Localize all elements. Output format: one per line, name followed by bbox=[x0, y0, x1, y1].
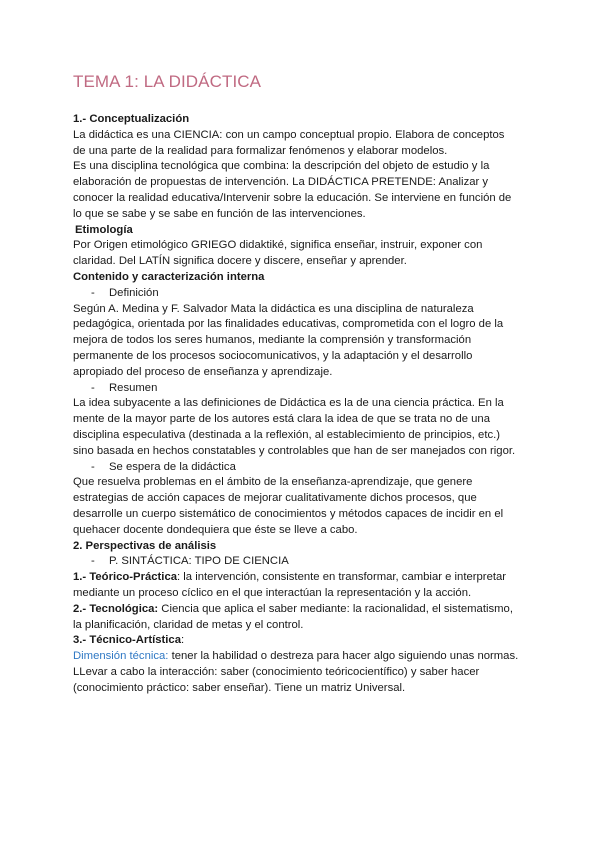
etimologia-text: Por Origen etimológico GRIEGO didaktiké, significa enseñar, instruir, exponer con claridad. Del LATÍN significa docere y discere, enseñar y aprender. bbox=[73, 239, 483, 268]
item-3-body bbox=[73, 649, 520, 696]
item-3-colon: : bbox=[180, 634, 185, 647]
resumen-text: La idea subyacente a las definiciones de Didáctica es la de una ciencia práctica. En la mente de la mayor parte de los autores está clara la idea de que se trata no de una disciplina especulativa (destinada a la reflexión, al establecimiento de principios, etc.) sino basada en hechos constatables y controlables que han de ser manejados con rigor. bbox=[73, 397, 516, 457]
section-1-heading: 1.- Conceptualización bbox=[73, 113, 190, 125]
se-espera-text: Que resuelva problemas en el ámbito de la enseñanza-aprendizaje, que genere estrategias de acción capaces de mejorar cualitativamente dichos procesos, que desarrolle un cuerpo sistemático de conocimientos y métodos capaces de incidir en el quehacer docente dondequiera que éste se lleve a cabo. bbox=[73, 476, 504, 536]
bullet-sintactica: - P. SINTÁCTICA: TIPO DE CIENCIA bbox=[91, 555, 289, 568]
item-2-text: Ciencia que aplica el saber mediante: la racionalidad, el sistematismo, la planificación, claridad de metas y el control. bbox=[73, 602, 513, 631]
section-2-heading: 2. Perspectivas de análisis bbox=[73, 539, 217, 552]
item-tecnico-artistica bbox=[73, 633, 520, 649]
bullet-definicion-label: Definición bbox=[109, 286, 159, 299]
bullet-se-espera-label: Se espera de la didáctica bbox=[109, 460, 236, 473]
bullet-sintactica-label: P. SINTÁCTICA: TIPO DE CIENCIA bbox=[109, 555, 289, 568]
contenido-heading: Contenido y caracterización interna bbox=[73, 270, 265, 283]
bullet-resumen: - Resumen bbox=[91, 381, 158, 394]
section-1-paragraph-1: La didáctica es una CIENCIA: con un campo conceptual propio. Elabora de conceptos de una parte de la realidad para formalizar fenómenos y elaborar modelos. bbox=[73, 128, 505, 157]
item-1-text: : la intervención, consistente en transformar, cambiar e interpretar mediante un proceso cíclico en el que interactúan la representación y la acción. bbox=[73, 571, 507, 599]
etimologia-heading: Etimología bbox=[75, 223, 133, 236]
section-1-paragraph-2: Es una disciplina tecnológica que combina: la descripción del objeto de estudio y la elaboración de propuestas de intervención. La DIDÁCTICA PRETENDE: Analizar y conocer la realidad educativa/Intervenir sobre la educación. Se interviene en función de lo que se sabe y se sabe en función de las intervenciones. bbox=[73, 160, 512, 220]
bullet-definicion: - Definición bbox=[91, 286, 159, 299]
definicion-text: Según A. Medina y F. Salvador Mata la didáctica es una disciplina de naturaleza pedagógica, orientada por las finalidades educativas, comprometida con el logro de la mejora de todos los seres humanos, mediante la comprensión y transformación permanente de los procesos sociocomunicativos, y la adaptación y el desarrollo apropiado del proceso de enseñanza y aprendizaje. bbox=[73, 302, 504, 378]
item-3-label: 3.- Técnico-Artística bbox=[73, 634, 181, 647]
item-tecnologica bbox=[73, 602, 520, 634]
bullet-resumen-label: Resumen bbox=[109, 381, 158, 394]
item-teorico-practica bbox=[73, 570, 520, 602]
dimension-tecnica-highlight: Dimensión técnica: bbox=[73, 650, 169, 663]
bullet-se-espera: - Se espera de la didáctica bbox=[91, 460, 236, 473]
item-2-label: 2.- Tecnológica: bbox=[73, 602, 159, 615]
document-title: TEMA 1: LA DIDÁCTICA bbox=[73, 72, 262, 91]
item-3-text: tener la habilidad o destreza para hacer algo siguiendo unas normas. LLevar a cabo la interacción: saber (conocimiento teóricocientífico) y saber hacer (conocimiento práctico: saber enseñar). Tiene un matriz Universal. bbox=[73, 650, 519, 694]
item-1-label: 1.- Teórico-Práctica bbox=[73, 571, 178, 584]
